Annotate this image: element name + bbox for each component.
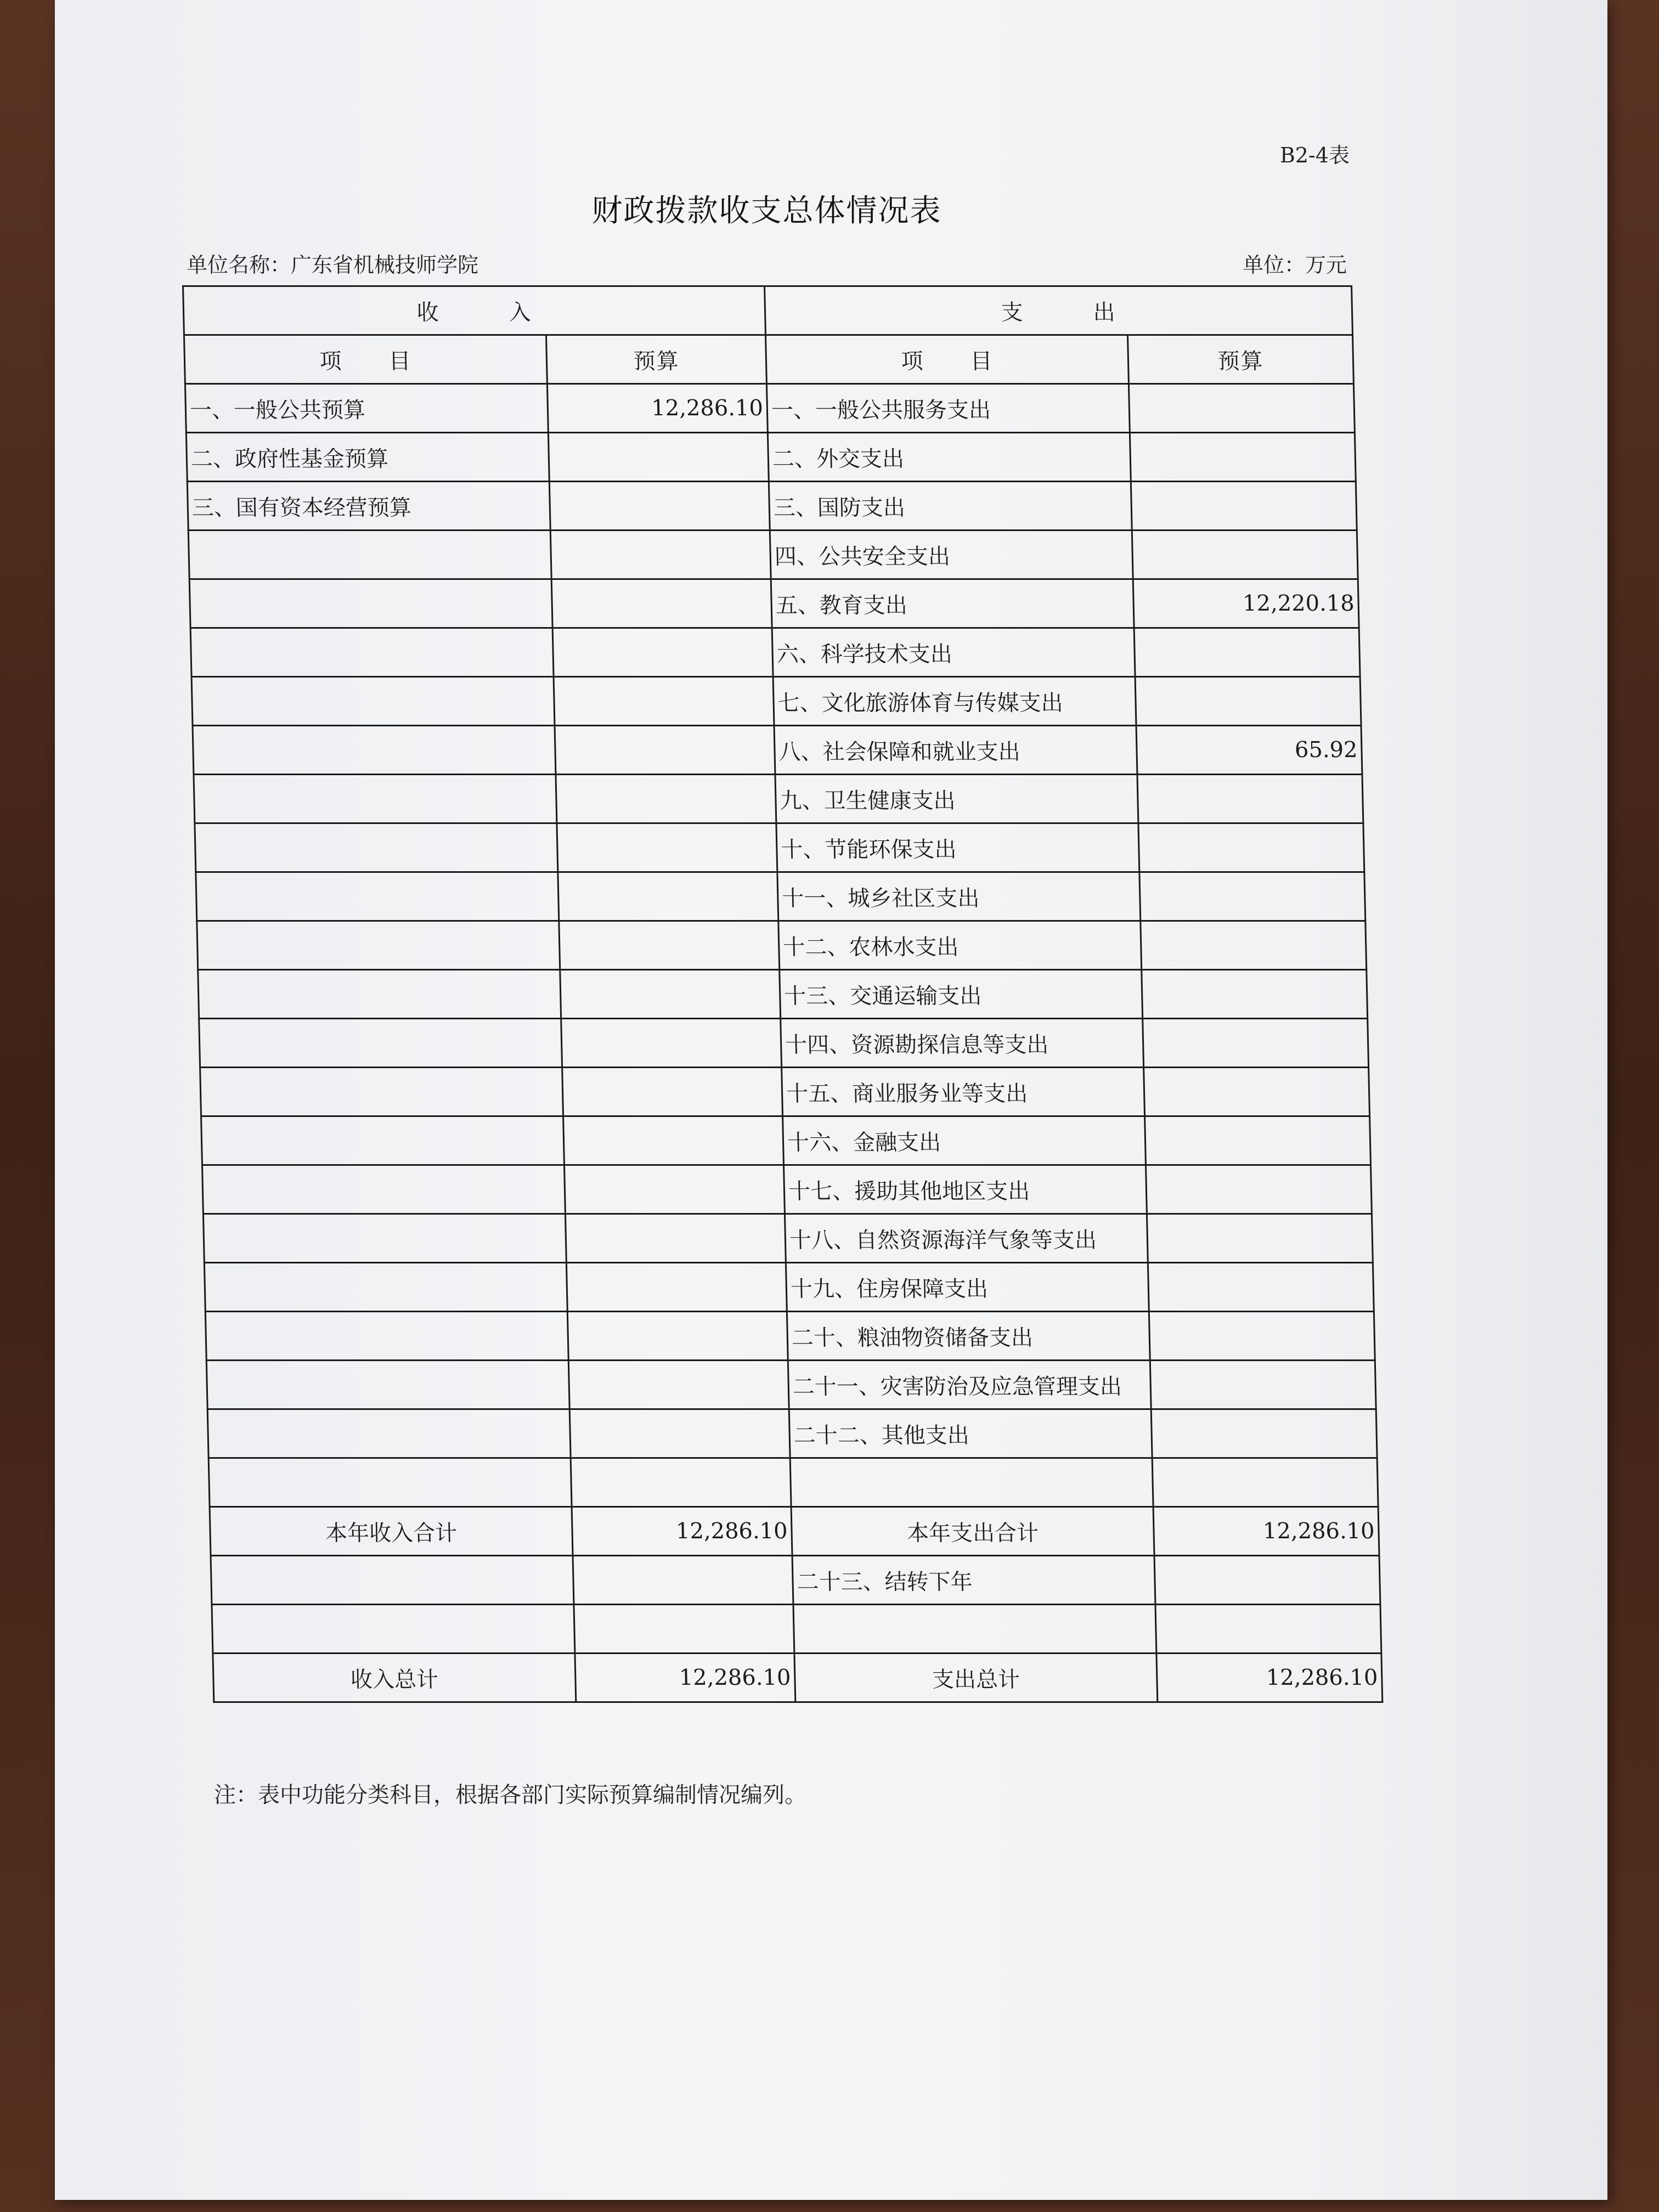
income-item-cell: [206, 1361, 569, 1409]
expense-budget-cell: [1139, 872, 1365, 921]
table-row: [194, 775, 1363, 823]
page-title: 财政拨款收支总体情况表: [591, 193, 942, 229]
income-item-cell: [193, 726, 556, 775]
year-total-row: [210, 1507, 1379, 1556]
table-row: [193, 726, 1362, 775]
income-budget-header: 预算: [546, 335, 766, 384]
expense-budget-cell: [1135, 677, 1361, 726]
income-item-cell: [188, 531, 551, 579]
income-item-cell: [205, 1312, 568, 1361]
table-row: [189, 579, 1359, 628]
blank-cell: [211, 1556, 574, 1605]
expense-budget-header: 预算: [1127, 335, 1353, 384]
income-budget-cell: [556, 775, 776, 823]
expense-grand-total-label: 支出总计: [794, 1654, 1158, 1702]
expense-section-header: 支 出: [765, 286, 1353, 335]
table-row: [186, 433, 1356, 482]
income-item-cell: [197, 921, 560, 970]
blank-row: [208, 1458, 1378, 1507]
expense-item-cell: 二十二、其他支出: [789, 1409, 1152, 1458]
blank-cell: [573, 1556, 793, 1605]
expense-item-cell: 十六、金融支出: [783, 1116, 1146, 1165]
expense-item-cell: 十九、住房保障支出: [786, 1263, 1149, 1312]
expense-item-cell: 六、科学技术支出: [772, 628, 1135, 677]
expense-item-cell: 三、国防支出: [769, 482, 1132, 531]
footnote: 注：表中功能分类科目，根据各部门实际预算编制情况编列。: [214, 1782, 806, 1808]
blank-cell: [790, 1458, 1153, 1507]
expense-budget-cell: [1142, 970, 1368, 1019]
table-row: [195, 823, 1364, 872]
blank-cell: [793, 1605, 1156, 1654]
paper-sheet: [55, 0, 1607, 2200]
income-year-total-label: 本年收入合计: [210, 1507, 573, 1556]
income-item-cell: [200, 1068, 563, 1116]
income-item-cell: [194, 775, 557, 823]
income-item-cell: [201, 1116, 565, 1165]
expense-budget-cell: [1132, 531, 1358, 579]
table-row: [187, 482, 1357, 531]
expense-item-cell: 二、外交支出: [768, 433, 1131, 482]
income-budget-cell: [562, 1068, 783, 1116]
income-item-cell: [203, 1214, 566, 1263]
income-grand-total-value: 12,286.10: [575, 1654, 795, 1702]
expense-budget-cell: [1137, 775, 1363, 823]
income-budget-cell: [548, 433, 769, 482]
table-row: [191, 677, 1361, 726]
expense-item-cell: 十一、城乡社区支出: [777, 872, 1141, 921]
income-item-cell: [191, 677, 555, 726]
income-budget-cell: [567, 1312, 788, 1361]
income-item-cell: 二、政府性基金预算: [186, 433, 549, 482]
expense-item-cell: 十四、资源勘探信息等支出: [781, 1019, 1144, 1068]
table-row: [196, 872, 1365, 921]
income-budget-cell: 12,286.10: [547, 384, 768, 433]
income-budget-cell: [563, 1116, 784, 1165]
blank-cell: [212, 1605, 575, 1654]
income-budget-cell: [551, 579, 772, 628]
expense-year-total-label: 本年支出合计: [791, 1507, 1154, 1556]
expense-item-cell: 八、社会保障和就业支出: [774, 726, 1137, 775]
expense-item-cell: 十八、自然资源海洋气象等支出: [785, 1214, 1148, 1263]
income-item-cell: 三、国有资本经营预算: [187, 482, 550, 531]
expense-item-cell: 二十一、灾害防治及应急管理支出: [788, 1361, 1151, 1409]
table-row: [198, 970, 1368, 1019]
income-budget-cell: [568, 1361, 789, 1409]
table-row: [190, 628, 1360, 677]
table-row: [197, 921, 1367, 970]
expense-item-cell: 四、公共安全支出: [770, 531, 1133, 579]
income-budget-cell: [564, 1165, 785, 1214]
income-budget-cell: [566, 1263, 787, 1312]
blank-row: [212, 1605, 1381, 1654]
unit-name: 单位名称：广东省机械技师学院: [187, 253, 479, 277]
expense-item-cell: 一、一般公共服务支出: [766, 384, 1130, 433]
expense-budget-cell: 65.92: [1136, 726, 1362, 775]
income-budget-cell: [552, 628, 773, 677]
expense-item-cell: 七、文化旅游体育与传媒支出: [773, 677, 1136, 726]
blank-cell: [208, 1458, 572, 1507]
table-row: [200, 1068, 1370, 1116]
income-budget-cell: [559, 921, 780, 970]
expense-budget-cell: [1144, 1068, 1370, 1116]
income-budget-cell: [565, 1214, 786, 1263]
income-item-header: 项 目: [184, 335, 547, 384]
income-budget-cell: [558, 872, 778, 921]
expense-budget-cell: [1149, 1312, 1375, 1361]
income-item-cell: [198, 970, 561, 1019]
expense-budget-cell: [1146, 1165, 1372, 1214]
expense-budget-cell: [1143, 1019, 1369, 1068]
expense-budget-cell: [1130, 433, 1356, 482]
expense-item-cell: 十七、援助其他地区支出: [783, 1165, 1147, 1214]
table-row: [205, 1312, 1375, 1361]
table-row: [207, 1409, 1377, 1458]
table-row: [199, 1019, 1369, 1068]
expense-budget-cell: [1145, 1116, 1371, 1165]
income-item-cell: [204, 1263, 567, 1312]
expense-budget-cell: [1151, 1409, 1377, 1458]
blank-cell: [571, 1458, 791, 1507]
form-code: B2-4表: [1279, 143, 1350, 167]
table-row: [206, 1361, 1376, 1409]
expense-item-cell: 十三、交通运输支出: [780, 970, 1143, 1019]
income-budget-cell: [555, 726, 775, 775]
income-budget-cell: [561, 1019, 782, 1068]
income-budget-cell: [554, 677, 774, 726]
income-year-total-value: 12,286.10: [572, 1507, 792, 1556]
unit-of-money: 单位：万元: [1242, 253, 1347, 277]
expense-item-cell: 九、卫生健康支出: [775, 775, 1138, 823]
income-item-cell: 一、一般公共预算: [185, 384, 548, 433]
income-grand-total-label: 收入总计: [213, 1654, 576, 1702]
blank-cell: [1152, 1458, 1378, 1507]
header-row-section: [183, 286, 1353, 335]
income-item-cell: [189, 579, 552, 628]
table-row: [188, 531, 1358, 579]
expense-item-cell: 五、教育支出: [771, 579, 1134, 628]
expense-budget-cell: [1141, 921, 1367, 970]
carryover-row: [211, 1556, 1380, 1605]
expense-budget-cell: 12,220.18: [1133, 579, 1359, 628]
expense-budget-cell: [1147, 1214, 1373, 1263]
income-budget-cell: [549, 482, 770, 531]
table-row: [201, 1116, 1371, 1165]
income-budget-cell: [560, 970, 781, 1019]
expense-item-cell: 十、节能环保支出: [776, 823, 1139, 872]
expense-year-total-value: 12,286.10: [1153, 1507, 1379, 1556]
expense-budget-cell: [1128, 384, 1355, 433]
income-section-header: 收 入: [183, 286, 766, 335]
expense-budget-cell: [1138, 823, 1364, 872]
income-budget-cell: [569, 1409, 790, 1458]
income-item-cell: [195, 823, 558, 872]
blank-cell: [1155, 1605, 1381, 1654]
grand-total-row: [213, 1654, 1383, 1702]
table-row: [204, 1263, 1374, 1312]
expense-budget-cell: [1150, 1361, 1376, 1409]
income-budget-cell: [557, 823, 777, 872]
carryover-value: [1154, 1556, 1380, 1605]
expense-budget-cell: [1148, 1263, 1374, 1312]
income-item-cell: [190, 628, 554, 677]
income-item-cell: [199, 1019, 562, 1068]
expense-item-cell: 十二、农林水支出: [778, 921, 1142, 970]
header-row-columns: [184, 335, 1353, 384]
expense-budget-cell: [1131, 482, 1357, 531]
expense-grand-total-value: 12,286.10: [1156, 1654, 1383, 1702]
blank-cell: [574, 1605, 794, 1654]
income-item-cell: [202, 1165, 565, 1214]
income-item-cell: [207, 1409, 571, 1458]
table-row: [185, 384, 1355, 433]
expense-item-cell: 十五、商业服务业等支出: [782, 1068, 1145, 1116]
expense-item-cell: 二十、粮油物资储备支出: [787, 1312, 1150, 1361]
expense-budget-cell: [1134, 628, 1360, 677]
income-budget-cell: [550, 531, 771, 579]
table-row: [202, 1165, 1372, 1214]
expense-item-header: 项 目: [765, 335, 1128, 384]
table-row: [203, 1214, 1373, 1263]
carryover-label: 二十三、结转下年: [792, 1556, 1155, 1605]
budget-table: [182, 285, 1383, 1703]
income-item-cell: [196, 872, 559, 921]
